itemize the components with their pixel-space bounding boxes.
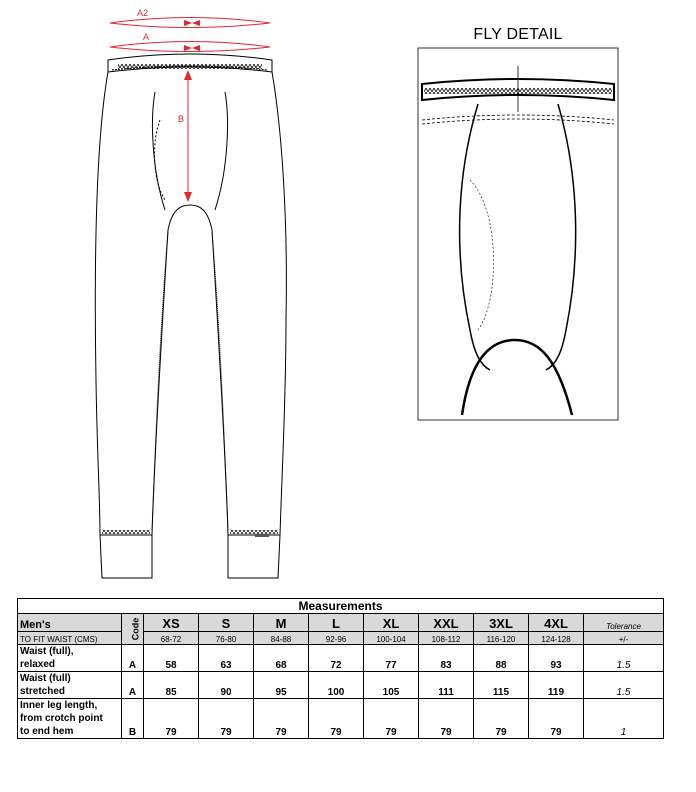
table-row — [18, 672, 664, 699]
size-header-row — [18, 614, 664, 632]
leggings-front-view — [95, 54, 286, 578]
measure-value: 68 — [254, 645, 309, 672]
fit-range: 92-96 — [309, 632, 364, 645]
measure-value: 72 — [309, 645, 364, 672]
size-header: M — [254, 614, 309, 632]
size-header: XXL — [419, 614, 474, 632]
tolerance-value: 1 — [584, 699, 664, 739]
measure-value: 77 — [364, 645, 419, 672]
measure-value: 79 — [309, 699, 364, 739]
measurements-table — [17, 598, 664, 739]
measure-value: 79 — [529, 699, 584, 739]
table-title: Measurements — [18, 599, 664, 614]
fit-range: 116-120 — [474, 632, 529, 645]
group-label: Men's — [18, 614, 122, 632]
measure-value: 93 — [529, 645, 584, 672]
size-header: 4XL — [529, 614, 584, 632]
fit-range: 100-104 — [364, 632, 419, 645]
row-code: A — [122, 672, 144, 699]
measure-value: 79 — [364, 699, 419, 739]
measure-value: 58 — [144, 645, 199, 672]
code-header: Code — [122, 614, 144, 645]
measure-value: 95 — [254, 672, 309, 699]
measure-value: 90 — [199, 672, 254, 699]
fit-range: 108-112 — [419, 632, 474, 645]
measure-value: 105 — [364, 672, 419, 699]
tolerance-sub: +/- — [584, 632, 664, 645]
measure-value: 79 — [199, 699, 254, 739]
tolerance-value: 1.5 — [584, 672, 664, 699]
label-a2: A2 — [137, 8, 149, 18]
waist-stretched-annotation — [110, 8, 270, 28]
size-header: S — [199, 614, 254, 632]
table-row — [18, 645, 664, 672]
tolerance-header: Tolerance — [584, 614, 664, 632]
measure-value: 111 — [419, 672, 474, 699]
measure-value: 88 — [474, 645, 529, 672]
measure-value: 115 — [474, 672, 529, 699]
stitch-details — [102, 64, 278, 537]
fit-label: TO FIT WAIST (CMS) — [18, 632, 122, 645]
measure-value: 79 — [144, 699, 199, 739]
label-a: A — [143, 32, 150, 42]
measure-value: 119 — [529, 672, 584, 699]
label-b: B — [178, 114, 185, 124]
row-code: B — [122, 699, 144, 739]
fit-row — [18, 632, 664, 645]
measure-value: 63 — [199, 645, 254, 672]
size-header: 3XL — [474, 614, 529, 632]
row-description: Waist (full), relaxed — [18, 645, 122, 672]
measure-value: 79 — [474, 699, 529, 739]
measure-value: 79 — [419, 699, 474, 739]
size-header: L — [309, 614, 364, 632]
table-row — [18, 699, 664, 739]
waist-relaxed-annotation — [110, 32, 270, 52]
measurements-table-wrap — [17, 598, 663, 739]
measure-value: 85 — [144, 672, 199, 699]
measure-value: 79 — [254, 699, 309, 739]
inner-leg-annotation — [178, 70, 192, 202]
fit-range: 84-88 — [254, 632, 309, 645]
fit-range: 124-128 — [529, 632, 584, 645]
row-code: A — [122, 645, 144, 672]
fit-range: 68-72 — [144, 632, 199, 645]
fly-detail-title: FLY DETAIL — [473, 26, 563, 43]
size-header: XL — [364, 614, 419, 632]
size-header: XS — [144, 614, 199, 632]
fly-detail-panel — [418, 48, 618, 420]
measure-value: 83 — [419, 645, 474, 672]
tolerance-value: 1.5 — [584, 645, 664, 672]
row-description: Inner leg length, from crotch point to end hem — [18, 699, 122, 739]
fit-range: 76-80 — [199, 632, 254, 645]
measure-value: 100 — [309, 672, 364, 699]
row-description: Waist (full) stretched — [18, 672, 122, 699]
